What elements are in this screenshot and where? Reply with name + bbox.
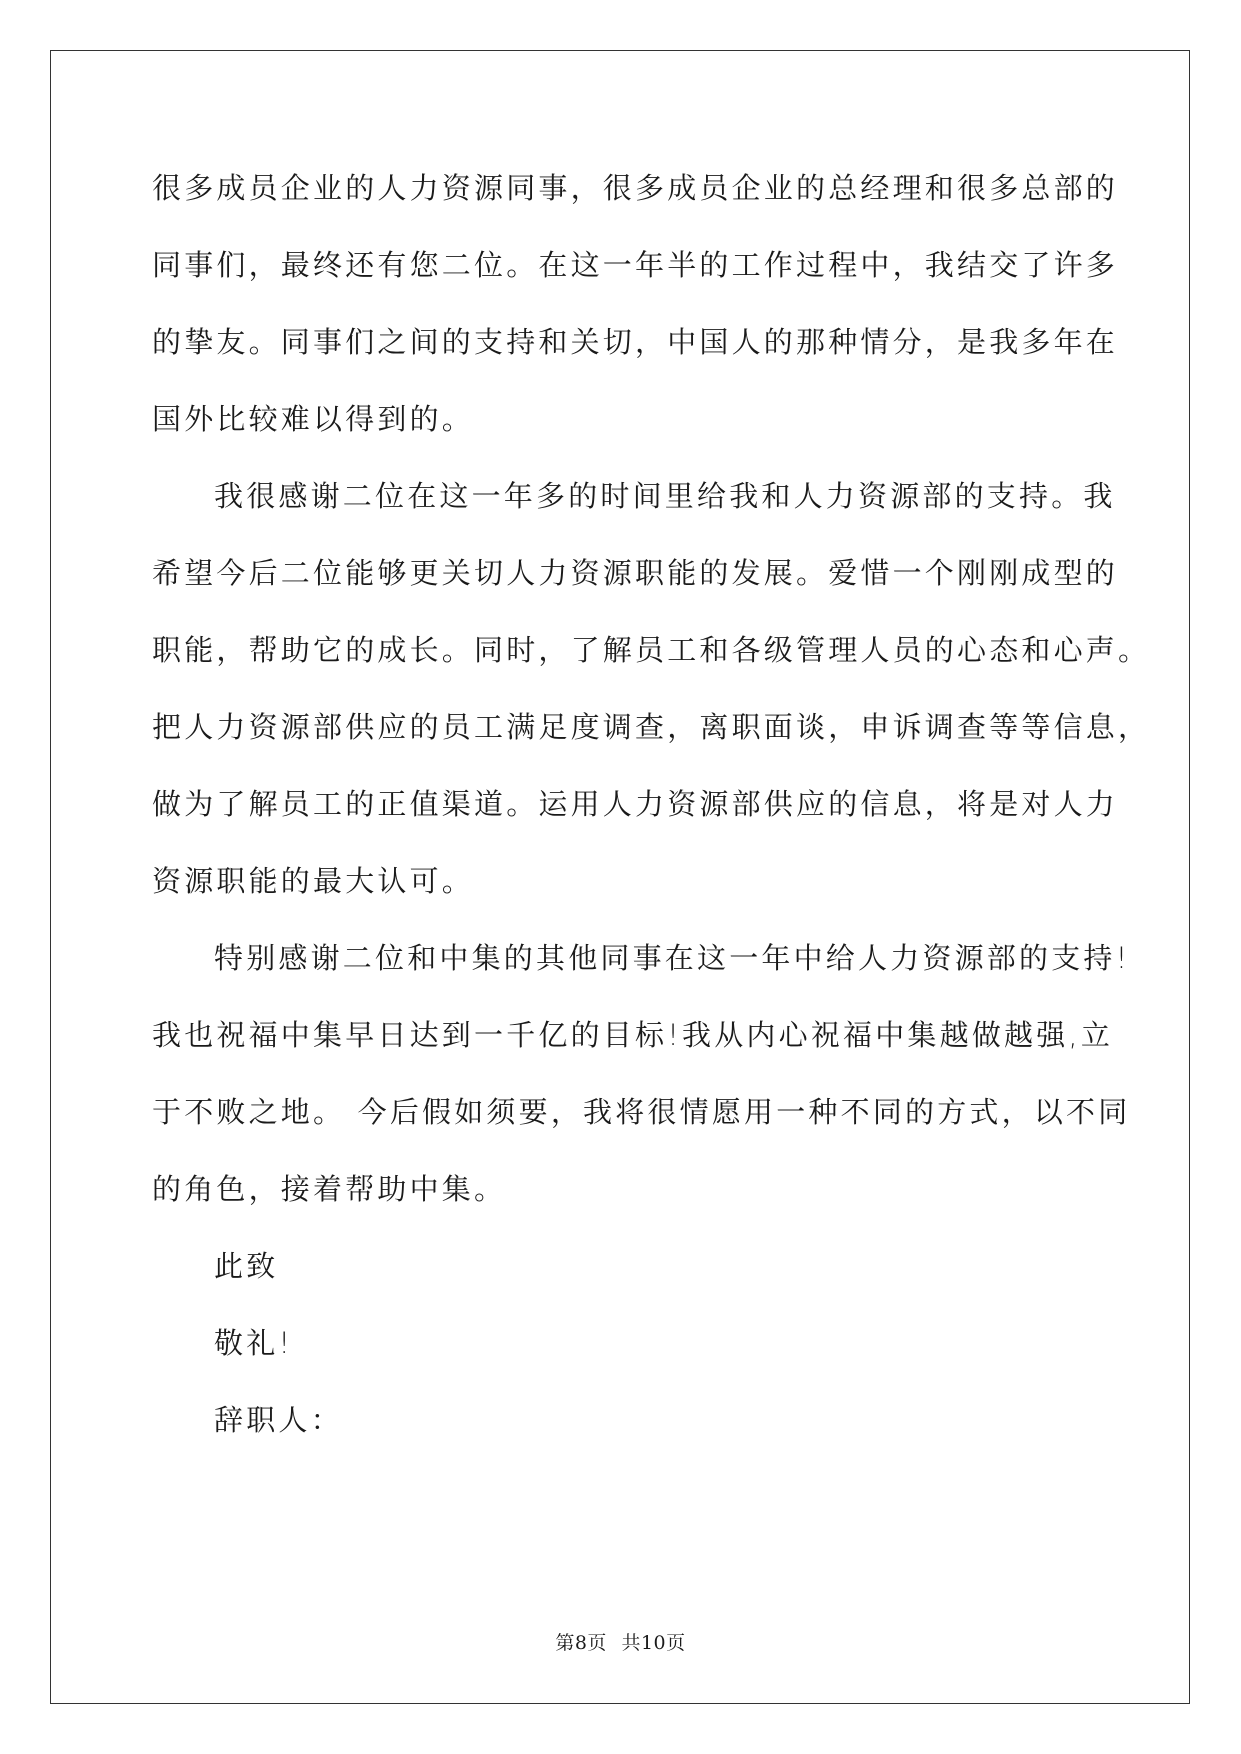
signature-label: 辞职人：: [214, 1403, 343, 1437]
body-line: 职能，帮助它的成长。同时，了解员工和各级管理人员的心态和心声。: [152, 633, 1151, 667]
page-total: 共10页: [621, 1632, 686, 1654]
body-line: 做为了解员工的正值渠道。运用人力资源部供应的信息，将是对人力: [152, 787, 1119, 821]
page-number: 第8页: [555, 1632, 607, 1654]
body-line: 希望今后二位能够更关切人力资源职能的发展。爱惜一个刚刚成型的: [152, 556, 1119, 590]
page-footer: [0, 1628, 1241, 1655]
closing-salutation: 此致: [214, 1249, 279, 1283]
body-line: 的挚友。同事们之间的支持和关切，中国人的那种情分，是我多年在: [152, 325, 1119, 359]
closing-regards: 敬礼!: [214, 1326, 294, 1360]
body-line: 于不败之地。 今后假如须要，我将很情愿用一种不同的方式，以不同: [152, 1095, 1131, 1129]
body-line: 同事们，最终还有您二位。在这一年半的工作过程中，我结交了许多: [152, 248, 1119, 282]
body-line: 的角色，接着帮助中集。: [152, 1172, 507, 1206]
body-line: 国外比较难以得到的。: [152, 402, 475, 436]
body-line: 资源职能的最大认可。: [152, 864, 475, 898]
body-line: 我很感谢二位在这一年多的时间里给我和人力资源部的支持。我: [214, 479, 1116, 513]
letter-body: [152, 160, 1151, 1469]
body-line: 很多成员企业的人力资源同事，很多成员企业的总经理和很多总部的: [152, 171, 1119, 205]
body-line: 特别感谢二位和中集的其他同事在这一年中给人力资源部的支持!: [214, 941, 1131, 975]
body-line: 把人力资源部供应的员工满足度调查，离职面谈，申诉调查等等信息，: [152, 710, 1151, 744]
body-line: 我也祝福中集早日达到一千亿的目标!我从内心祝福中集越做越强,立: [152, 1018, 1114, 1052]
